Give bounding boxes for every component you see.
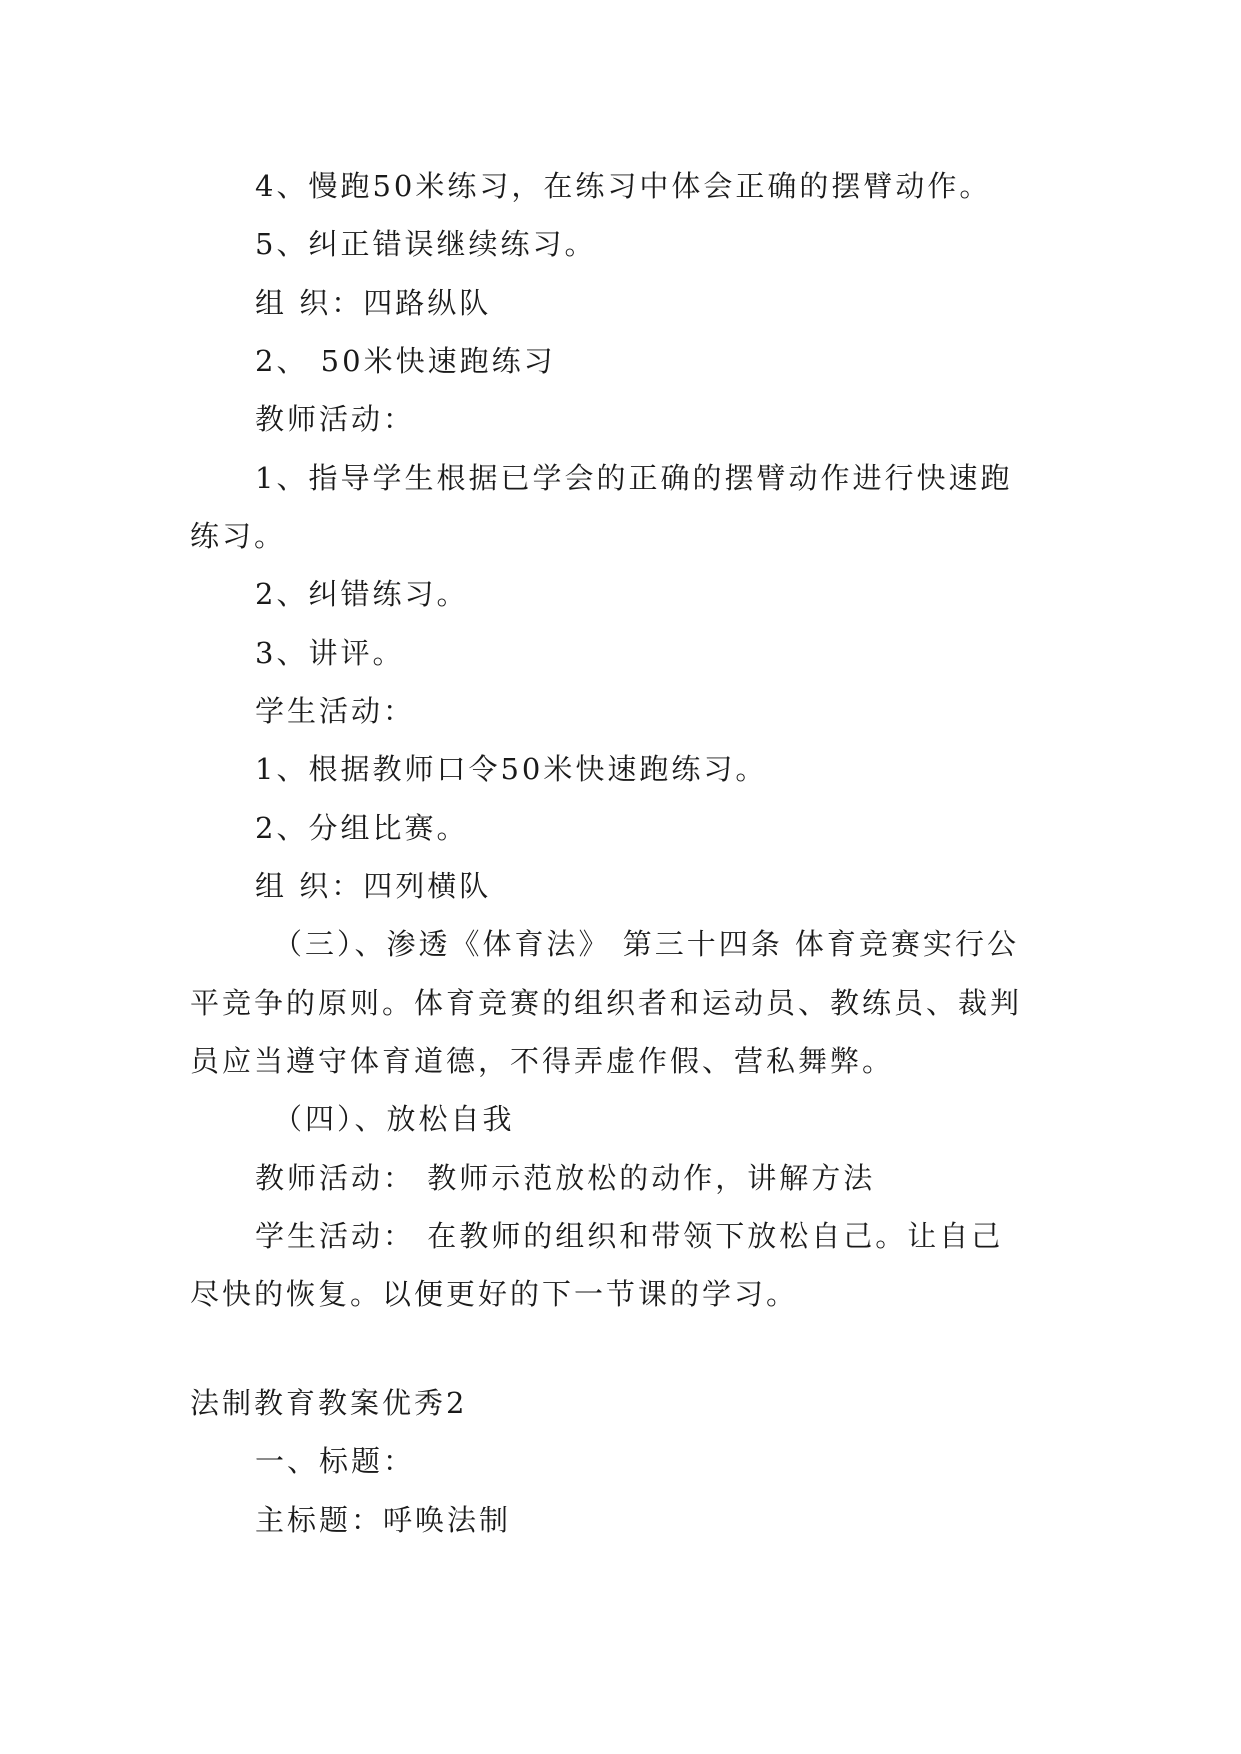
paragraph-correct-errors: 5、纠正错误继续练习。 [255, 227, 597, 261]
heading-title-section: 一、标题： [255, 1444, 416, 1478]
paragraph-organization-rows: 组 织：四列横队 [255, 869, 492, 903]
section-heading-relax: （四）、放松自我 [273, 1102, 515, 1136]
paragraph-sports-law-cont2: 员应当遵守体育道德，不得弄虚作假、营私舞弊。 [190, 1044, 895, 1078]
section-heading-sprint: 2、 50米快速跑练习 [255, 344, 556, 378]
paragraph-guide-students: 1、指导学生根据已学会的正确的摆臂动作进行快速跑 [255, 461, 1013, 495]
paragraph-error-practice: 2、纠错练习。 [255, 577, 469, 611]
paragraph-guide-students-cont: 练习。 [190, 519, 287, 553]
paragraph-student-relax-cont: 尽快的恢复。以便更好的下一节课的学习。 [190, 1277, 799, 1311]
label-teacher-activity: 教师活动： [255, 402, 416, 436]
lesson-plan-title: 法制教育教案优秀2 [190, 1386, 468, 1420]
label-student-activity: 学生活动： [255, 694, 416, 728]
paragraph-teacher-relax: 教师活动： 教师示范放松的动作，讲解方法 [255, 1161, 876, 1195]
main-title-line: 主标题：呼唤法制 [255, 1503, 512, 1537]
paragraph-command-run: 1、根据教师口令50米快速跑练习。 [255, 752, 768, 786]
paragraph-student-relax: 学生活动： 在教师的组织和带领下放松自己。让自己 [255, 1219, 1004, 1253]
paragraph-review: 3、讲评。 [255, 636, 405, 670]
paragraph-group-race: 2、分组比赛。 [255, 811, 469, 845]
section-heading-sports-law: （三）、渗透《体育法》 第三十四条 体育竞赛实行公 [273, 927, 1019, 961]
paragraph-sports-law-cont1: 平竞争的原则。体育竞赛的组织者和运动员、教练员、裁判 [190, 986, 1023, 1020]
paragraph-organization-columns: 组 织：四路纵队 [255, 286, 492, 320]
paragraph-jog-practice: 4、慢跑50米练习，在练习中体会正确的摆臂动作。 [255, 169, 992, 203]
